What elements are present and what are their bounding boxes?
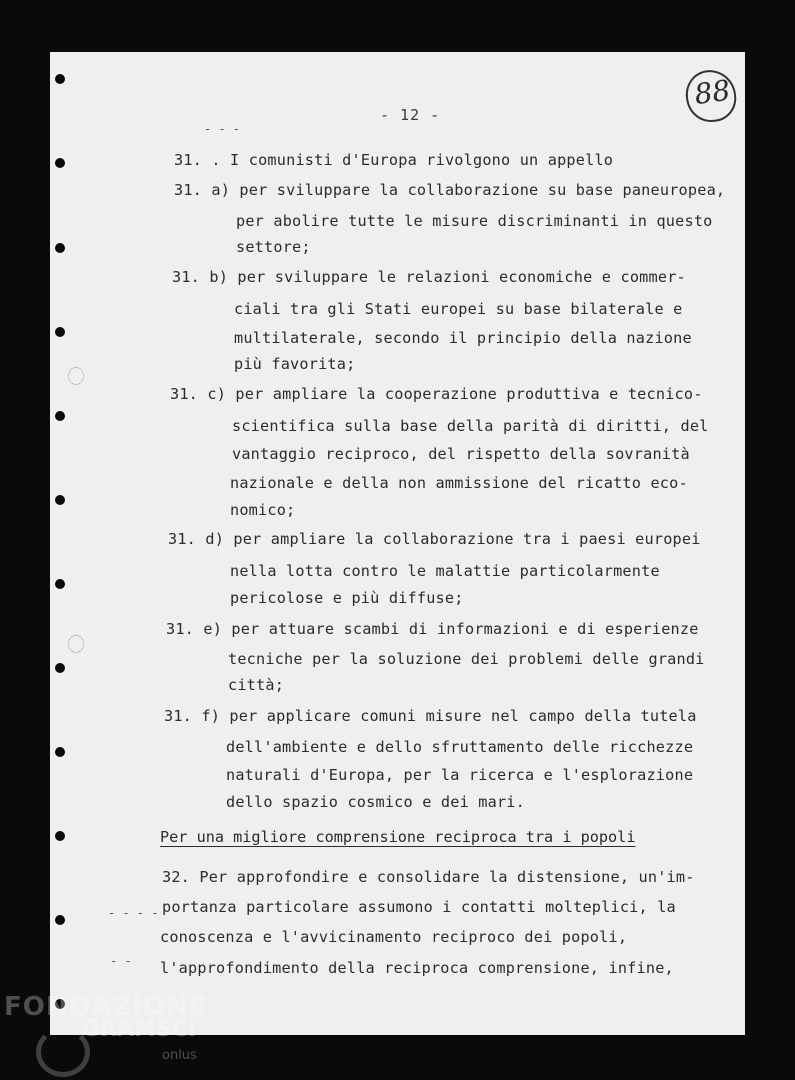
text-line: 31. a) per sviluppare la collaborazione su base paneuropea, [174,181,726,199]
text-line: 32. Per approfondire e consolidare la distensione, un'im- [162,868,695,886]
watermark-text: GRAMSCI [82,1017,197,1042]
text-line: dell'ambiente e dello sfruttamento delle ricchezze [226,738,694,756]
margin-mark: - - - - [108,906,159,920]
binder-hole [55,74,65,84]
margin-mark: - - - [204,122,241,136]
text-line: multilaterale, secondo il principio della nazione [234,329,692,347]
binder-hole [55,243,65,253]
text-line: tecniche per la soluzione dei problemi delle grandi [228,650,705,668]
text-line: 31. c) per ampliare la cooperazione produttiva e tecnico- [170,385,703,403]
text-line: pericolose e più diffuse; [230,589,464,607]
text-line: naturali d'Europa, per la ricerca e l'esplorazione [226,766,694,784]
binder-hole [55,158,65,168]
binder-hole [55,327,65,337]
hole-shadow [68,635,84,653]
margin-mark: - - [110,954,132,968]
text-line: settore; [236,238,311,256]
handwritten-annotation: 88 [683,67,740,125]
binder-hole [55,915,65,925]
text-line: l'approfondimento della reciproca comprensione, infine, [160,959,674,977]
text-line: 31. . I comunisti d'Europa rivolgono un appello [174,151,614,169]
text-line: più favorita; [234,355,356,373]
text-line: portanza particolare assumono i contatti molteplici, la [162,898,676,916]
text-line: dello spazio cosmico e dei mari. [226,793,525,811]
section-heading: Per una migliore comprensione reciproca tra i popoli [160,828,636,846]
page-number: - 12 - [380,106,441,124]
text-line: ciali tra gli Stati europei su base bilaterale e [234,300,683,318]
text-line: conoscenza e l'avvicinamento reciproco dei popoli, [160,928,628,946]
text-line: 31. d) per ampliare la collaborazione tra i paesi europei [168,530,701,548]
text-line: nomico; [230,501,296,519]
binder-hole [55,747,65,757]
text-line: per abolire tutte le misure discriminanti in questo [236,212,713,230]
text-line: nella lotta contro le malattie particolarmente [230,562,660,580]
binder-hole [55,663,65,673]
watermark-text: onlus [162,1048,197,1063]
binder-hole [55,579,65,589]
binder-hole [55,495,65,505]
binder-hole [55,831,65,841]
text-line: 31. e) per attuare scambi di informazioni e di esperienze [166,620,699,638]
text-line: nazionale e della non ammissione del ricatto eco- [230,474,688,492]
text-line: scientifica sulla base della parità di diritti, del [232,417,709,435]
text-line: 31. b) per sviluppare le relazioni economiche e commer- [172,268,686,286]
binder-hole [55,411,65,421]
text-line: 31. f) per applicare comuni misure nel campo della tutela [164,707,697,725]
hole-shadow [68,367,84,385]
text-line: città; [228,676,285,694]
text-line: vantaggio reciproco, del rispetto della sovranità [232,445,690,463]
watermark-text: FONDAZIONE [4,992,208,1022]
